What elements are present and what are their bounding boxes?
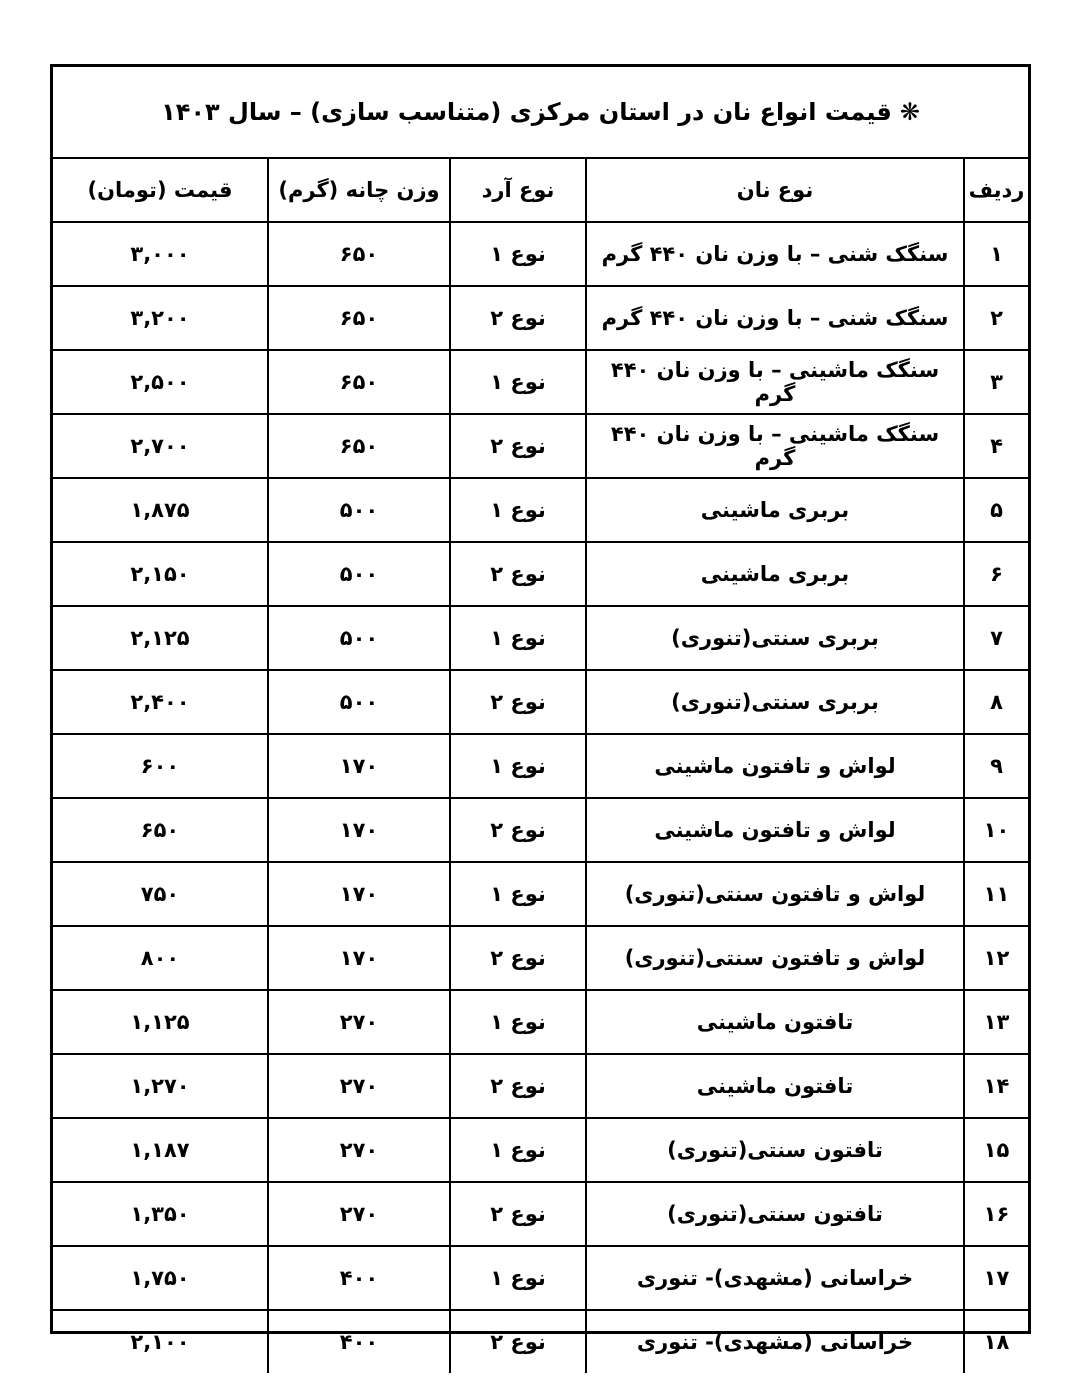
cell-row-number: ۷: [964, 606, 1028, 670]
cell-row-number: ۱۴: [964, 1054, 1028, 1118]
bread-price-table: [53, 159, 1028, 1373]
table-row: [53, 222, 1028, 286]
cell-price: ۶۰۰: [53, 734, 268, 798]
cell-row-number: ۱۸: [964, 1310, 1028, 1373]
header-price: قیمت (تومان): [53, 159, 268, 222]
cell-price: ۱,۳۵۰: [53, 1182, 268, 1246]
cell-flour-type: نوع ۱: [450, 862, 586, 926]
cell-flour-type: نوع ۲: [450, 542, 586, 606]
cell-price: ۸۰۰: [53, 926, 268, 990]
cell-dough-weight: ۶۵۰: [268, 414, 450, 478]
cell-bread-type: خراسانی (مشهدی)- تنوری: [586, 1310, 964, 1373]
table-header-row: [53, 159, 1028, 222]
header-flour-type: نوع آرد: [450, 159, 586, 222]
cell-row-number: ۳: [964, 350, 1028, 414]
cell-flour-type: نوع ۲: [450, 1054, 586, 1118]
price-sheet: [50, 64, 1031, 1354]
table-row: [53, 478, 1028, 542]
cell-price: ۱,۷۵۰: [53, 1246, 268, 1310]
table-row: [53, 670, 1028, 734]
cell-bread-type: سنگک شنی – با وزن نان ۴۴۰ گرم: [586, 222, 964, 286]
cell-price: ۲,۱۵۰: [53, 542, 268, 606]
cell-bread-type: سنگک ماشینی – با وزن نان ۴۴۰ گرم: [586, 414, 964, 478]
cell-flour-type: نوع ۲: [450, 926, 586, 990]
table-body: [53, 222, 1028, 1373]
cell-flour-type: نوع ۱: [450, 1118, 586, 1182]
cell-price: ۱,۲۷۰: [53, 1054, 268, 1118]
cell-bread-type: سنگک ماشینی – با وزن نان ۴۴۰ گرم: [586, 350, 964, 414]
cell-bread-type: سنگک شنی – با وزن نان ۴۴۰ گرم: [586, 286, 964, 350]
cell-dough-weight: ۲۷۰: [268, 1182, 450, 1246]
cell-bread-type: بربری ماشینی: [586, 478, 964, 542]
cell-dough-weight: ۱۷۰: [268, 798, 450, 862]
table-row: [53, 350, 1028, 414]
cell-flour-type: نوع ۱: [450, 1246, 586, 1310]
document-title: [53, 67, 1028, 159]
cell-price: ۱,۱۸۷: [53, 1118, 268, 1182]
table-row: [53, 542, 1028, 606]
cell-row-number: ۱۶: [964, 1182, 1028, 1246]
table-row: [53, 1310, 1028, 1373]
cell-flour-type: نوع ۲: [450, 1182, 586, 1246]
cell-row-number: ۱۱: [964, 862, 1028, 926]
title-text: قیمت انواع نان در استان مرکزی (متناسب سازی) – سال ۱۴۰۳: [161, 98, 892, 126]
header-row-number: ردیف: [964, 159, 1028, 222]
cell-bread-type: لواش و تافتون سنتی(تنوری): [586, 926, 964, 990]
cell-dough-weight: ۱۷۰: [268, 862, 450, 926]
cell-flour-type: نوع ۱: [450, 222, 586, 286]
cell-row-number: ۱۲: [964, 926, 1028, 990]
cell-bread-type: لواش و تافتون ماشینی: [586, 798, 964, 862]
cell-dough-weight: ۴۰۰: [268, 1246, 450, 1310]
cell-bread-type: بربری سنتی(تنوری): [586, 670, 964, 734]
table-row: [53, 798, 1028, 862]
cell-row-number: ۹: [964, 734, 1028, 798]
cell-flour-type: نوع ۲: [450, 670, 586, 734]
cell-row-number: ۱: [964, 222, 1028, 286]
cell-bread-type: بربری ماشینی: [586, 542, 964, 606]
header-bread-type: نوع نان: [586, 159, 964, 222]
cell-flour-type: نوع ۱: [450, 350, 586, 414]
cell-dough-weight: ۶۵۰: [268, 222, 450, 286]
cell-row-number: ۱۳: [964, 990, 1028, 1054]
cell-flour-type: نوع ۱: [450, 606, 586, 670]
cell-row-number: ۵: [964, 478, 1028, 542]
table-row: [53, 862, 1028, 926]
cell-price: ۷۵۰: [53, 862, 268, 926]
cell-bread-type: تافتون سنتی(تنوری): [586, 1118, 964, 1182]
cell-dough-weight: ۵۰۰: [268, 606, 450, 670]
cell-price: ۲,۷۰۰: [53, 414, 268, 478]
table-row: [53, 1054, 1028, 1118]
cell-bread-type: بربری سنتی(تنوری): [586, 606, 964, 670]
cell-bread-type: تافتون ماشینی: [586, 990, 964, 1054]
asterisk-icon: ❋: [899, 98, 920, 126]
cell-bread-type: تافتون سنتی(تنوری): [586, 1182, 964, 1246]
cell-row-number: ۴: [964, 414, 1028, 478]
cell-price: ۱,۱۲۵: [53, 990, 268, 1054]
cell-dough-weight: ۲۷۰: [268, 990, 450, 1054]
cell-flour-type: نوع ۱: [450, 478, 586, 542]
cell-dough-weight: ۵۰۰: [268, 542, 450, 606]
cell-flour-type: نوع ۲: [450, 798, 586, 862]
cell-price: ۲,۱۰۰: [53, 1310, 268, 1373]
table-row: [53, 606, 1028, 670]
cell-flour-type: نوع ۲: [450, 414, 586, 478]
table-row: [53, 990, 1028, 1054]
cell-dough-weight: ۲۷۰: [268, 1054, 450, 1118]
cell-row-number: ۱۵: [964, 1118, 1028, 1182]
table-row: [53, 1182, 1028, 1246]
cell-dough-weight: ۴۰۰: [268, 1310, 450, 1373]
cell-dough-weight: ۶۵۰: [268, 350, 450, 414]
table-row: [53, 286, 1028, 350]
cell-price: ۶۵۰: [53, 798, 268, 862]
cell-dough-weight: ۵۰۰: [268, 670, 450, 734]
cell-flour-type: نوع ۱: [450, 990, 586, 1054]
cell-row-number: ۲: [964, 286, 1028, 350]
cell-flour-type: نوع ۲: [450, 286, 586, 350]
cell-dough-weight: ۵۰۰: [268, 478, 450, 542]
cell-price: ۲,۴۰۰: [53, 670, 268, 734]
cell-flour-type: نوع ۱: [450, 734, 586, 798]
cell-bread-type: خراسانی (مشهدی)- تنوری: [586, 1246, 964, 1310]
cell-bread-type: تافتون ماشینی: [586, 1054, 964, 1118]
header-dough-weight: وزن چانه (گرم): [268, 159, 450, 222]
cell-row-number: ۱۰: [964, 798, 1028, 862]
cell-flour-type: نوع ۲: [450, 1310, 586, 1373]
cell-price: ۱,۸۷۵: [53, 478, 268, 542]
cell-price: ۲,۱۲۵: [53, 606, 268, 670]
table-row: [53, 414, 1028, 478]
table-row: [53, 926, 1028, 990]
cell-dough-weight: ۱۷۰: [268, 926, 450, 990]
cell-dough-weight: ۱۷۰: [268, 734, 450, 798]
table-row: [53, 1118, 1028, 1182]
table-row: [53, 1246, 1028, 1310]
cell-row-number: ۱۷: [964, 1246, 1028, 1310]
cell-dough-weight: ۶۵۰: [268, 286, 450, 350]
cell-price: ۲,۵۰۰: [53, 350, 268, 414]
table-row: [53, 734, 1028, 798]
cell-price: ۳,۰۰۰: [53, 222, 268, 286]
cell-dough-weight: ۲۷۰: [268, 1118, 450, 1182]
cell-row-number: ۸: [964, 670, 1028, 734]
cell-bread-type: لواش و تافتون ماشینی: [586, 734, 964, 798]
cell-row-number: ۶: [964, 542, 1028, 606]
cell-price: ۳,۲۰۰: [53, 286, 268, 350]
cell-bread-type: لواش و تافتون سنتی(تنوری): [586, 862, 964, 926]
